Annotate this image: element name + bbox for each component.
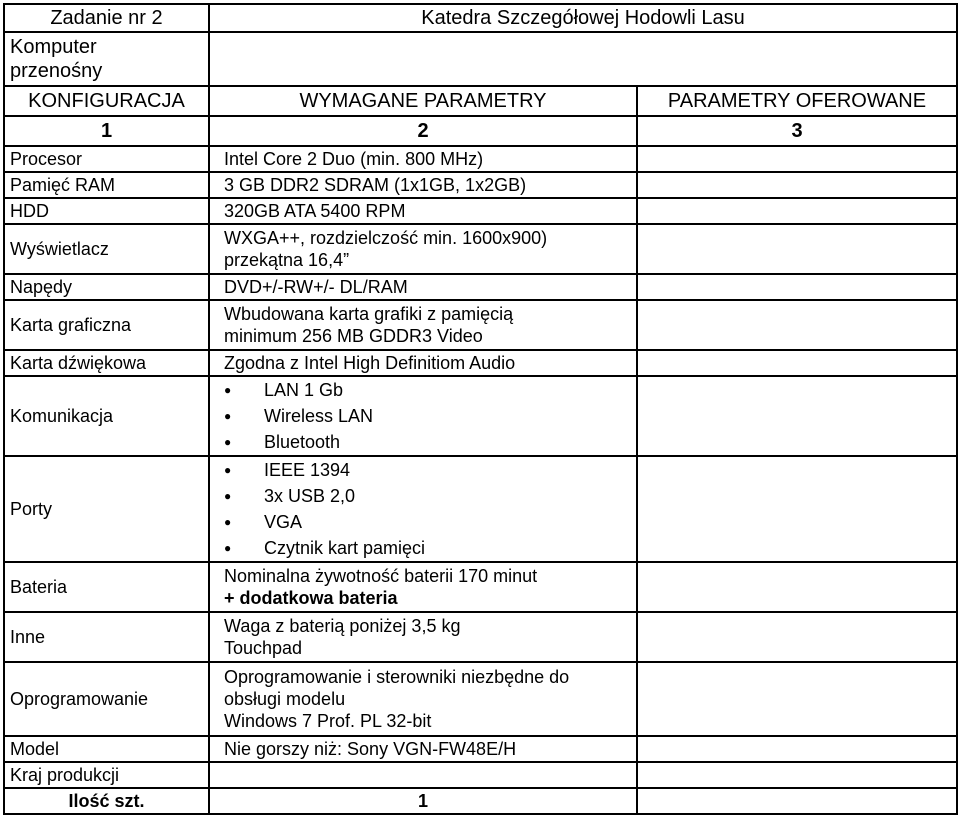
row-label: Pamięć RAM [4, 172, 209, 198]
offered-cell[interactable] [637, 376, 957, 456]
offered-cell[interactable] [637, 224, 957, 274]
bullet-icon: ● [224, 435, 232, 449]
row-ports [4, 456, 957, 562]
row-label: Wyświetlacz [4, 224, 209, 274]
offered-cell[interactable] [637, 662, 957, 736]
row-display [4, 224, 957, 274]
row-label: HDD [4, 198, 209, 224]
offered-cell[interactable] [637, 300, 957, 350]
department-name: Katedra Szczegółowej Hodowli Lasu [209, 4, 957, 32]
offered-cell[interactable] [637, 788, 957, 814]
list-item: ● Czytnik kart pamięci [224, 538, 426, 558]
col-num-2: 2 [209, 116, 637, 146]
bullet-icon: ● [224, 383, 232, 397]
item-empty [209, 32, 957, 86]
item-row [4, 32, 957, 86]
offered-cell[interactable] [637, 612, 957, 662]
row-value: Waga z baterią poniżej 3,5 kg Touchpad [209, 612, 637, 662]
row-value: WXGA++, rozdzielczość min. 1600x900) przekątna 16,4” [209, 224, 637, 274]
row-label: Ilość szt. [4, 788, 209, 814]
bullet-icon: ● [224, 409, 232, 423]
offered-cell[interactable] [637, 762, 957, 788]
col-num-3: 3 [637, 116, 957, 146]
offered-cell[interactable] [637, 350, 957, 376]
row-model [4, 736, 957, 762]
row-label: Bateria [4, 562, 209, 612]
offered-cell[interactable] [637, 456, 957, 562]
row-label: Oprogramowanie [4, 662, 209, 736]
row-value: Oprogramowanie i sterowniki niezbędne do obsługi modelu Windows 7 Prof. PL 32-bit [209, 662, 637, 736]
row-comm [4, 376, 957, 456]
row-cpu [4, 146, 957, 172]
bullet-icon: ● [224, 489, 232, 503]
header-row [4, 4, 957, 32]
list-item: ● Bluetooth [224, 432, 341, 452]
row-label: Kraj produkcji [4, 762, 209, 788]
spec-table [3, 3, 958, 815]
row-label: Procesor [4, 146, 209, 172]
row-other [4, 612, 957, 662]
row-label: Komunikacja [4, 376, 209, 456]
row-value: Nie gorszy niż: Sony VGN-FW48E/H [209, 736, 637, 762]
col-num-1: 1 [4, 116, 209, 146]
row-audio [4, 350, 957, 376]
row-value [209, 376, 637, 456]
row-value: 320GB ATA 5400 RPM [209, 198, 637, 224]
row-value [209, 762, 637, 788]
row-ram [4, 172, 957, 198]
row-value [209, 456, 637, 562]
row-label: Napędy [4, 274, 209, 300]
col-required: WYMAGANE PARAMETRY [209, 86, 637, 116]
bullet-list [224, 457, 631, 561]
bullet-icon: ● [224, 515, 232, 529]
row-qty [4, 788, 957, 814]
row-value: 1 [209, 788, 637, 814]
list-item: ● LAN 1 Gb [224, 380, 344, 400]
row-drives [4, 274, 957, 300]
row-value: Wbudowana karta grafiki z pamięcią minimum 256 MB GDDR3 Video [209, 300, 637, 350]
row-label: Inne [4, 612, 209, 662]
row-battery [4, 562, 957, 612]
bullet-icon: ● [224, 463, 232, 477]
col-offered: PARAMETRY OFEROWANE [637, 86, 957, 116]
task-title: Zadanie nr 2 [4, 4, 209, 32]
list-item: ● Wireless LAN [224, 406, 374, 426]
row-value: 3 GB DDR2 SDRAM (1x1GB, 1x2GB) [209, 172, 637, 198]
offered-cell[interactable] [637, 146, 957, 172]
item-name: Komputer przenośny [4, 32, 209, 86]
list-item: ● VGA [224, 512, 303, 532]
list-item: ● IEEE 1394 [224, 460, 351, 480]
row-hdd [4, 198, 957, 224]
row-value: Nominalna żywotność baterii 170 minut + dodatkowa bateria [209, 562, 637, 612]
column-header-row [4, 86, 957, 116]
row-value: Intel Core 2 Duo (min. 800 MHz) [209, 146, 637, 172]
column-number-row [4, 116, 957, 146]
offered-cell[interactable] [637, 274, 957, 300]
bullet-icon: ● [224, 541, 232, 555]
row-label: Model [4, 736, 209, 762]
row-label: Karta dźwiękowa [4, 350, 209, 376]
row-label: Porty [4, 456, 209, 562]
bullet-list [224, 377, 631, 455]
offered-cell[interactable] [637, 172, 957, 198]
row-gpu [4, 300, 957, 350]
offered-cell[interactable] [637, 736, 957, 762]
list-item: ● 3x USB 2,0 [224, 486, 356, 506]
row-value: Zgodna z Intel High Definitiom Audio [209, 350, 637, 376]
col-config: KONFIGURACJA [4, 86, 209, 116]
offered-cell[interactable] [637, 562, 957, 612]
row-label: Karta graficzna [4, 300, 209, 350]
row-origin [4, 762, 957, 788]
row-value: DVD+/-RW+/- DL/RAM [209, 274, 637, 300]
offered-cell[interactable] [637, 198, 957, 224]
row-software [4, 662, 957, 736]
